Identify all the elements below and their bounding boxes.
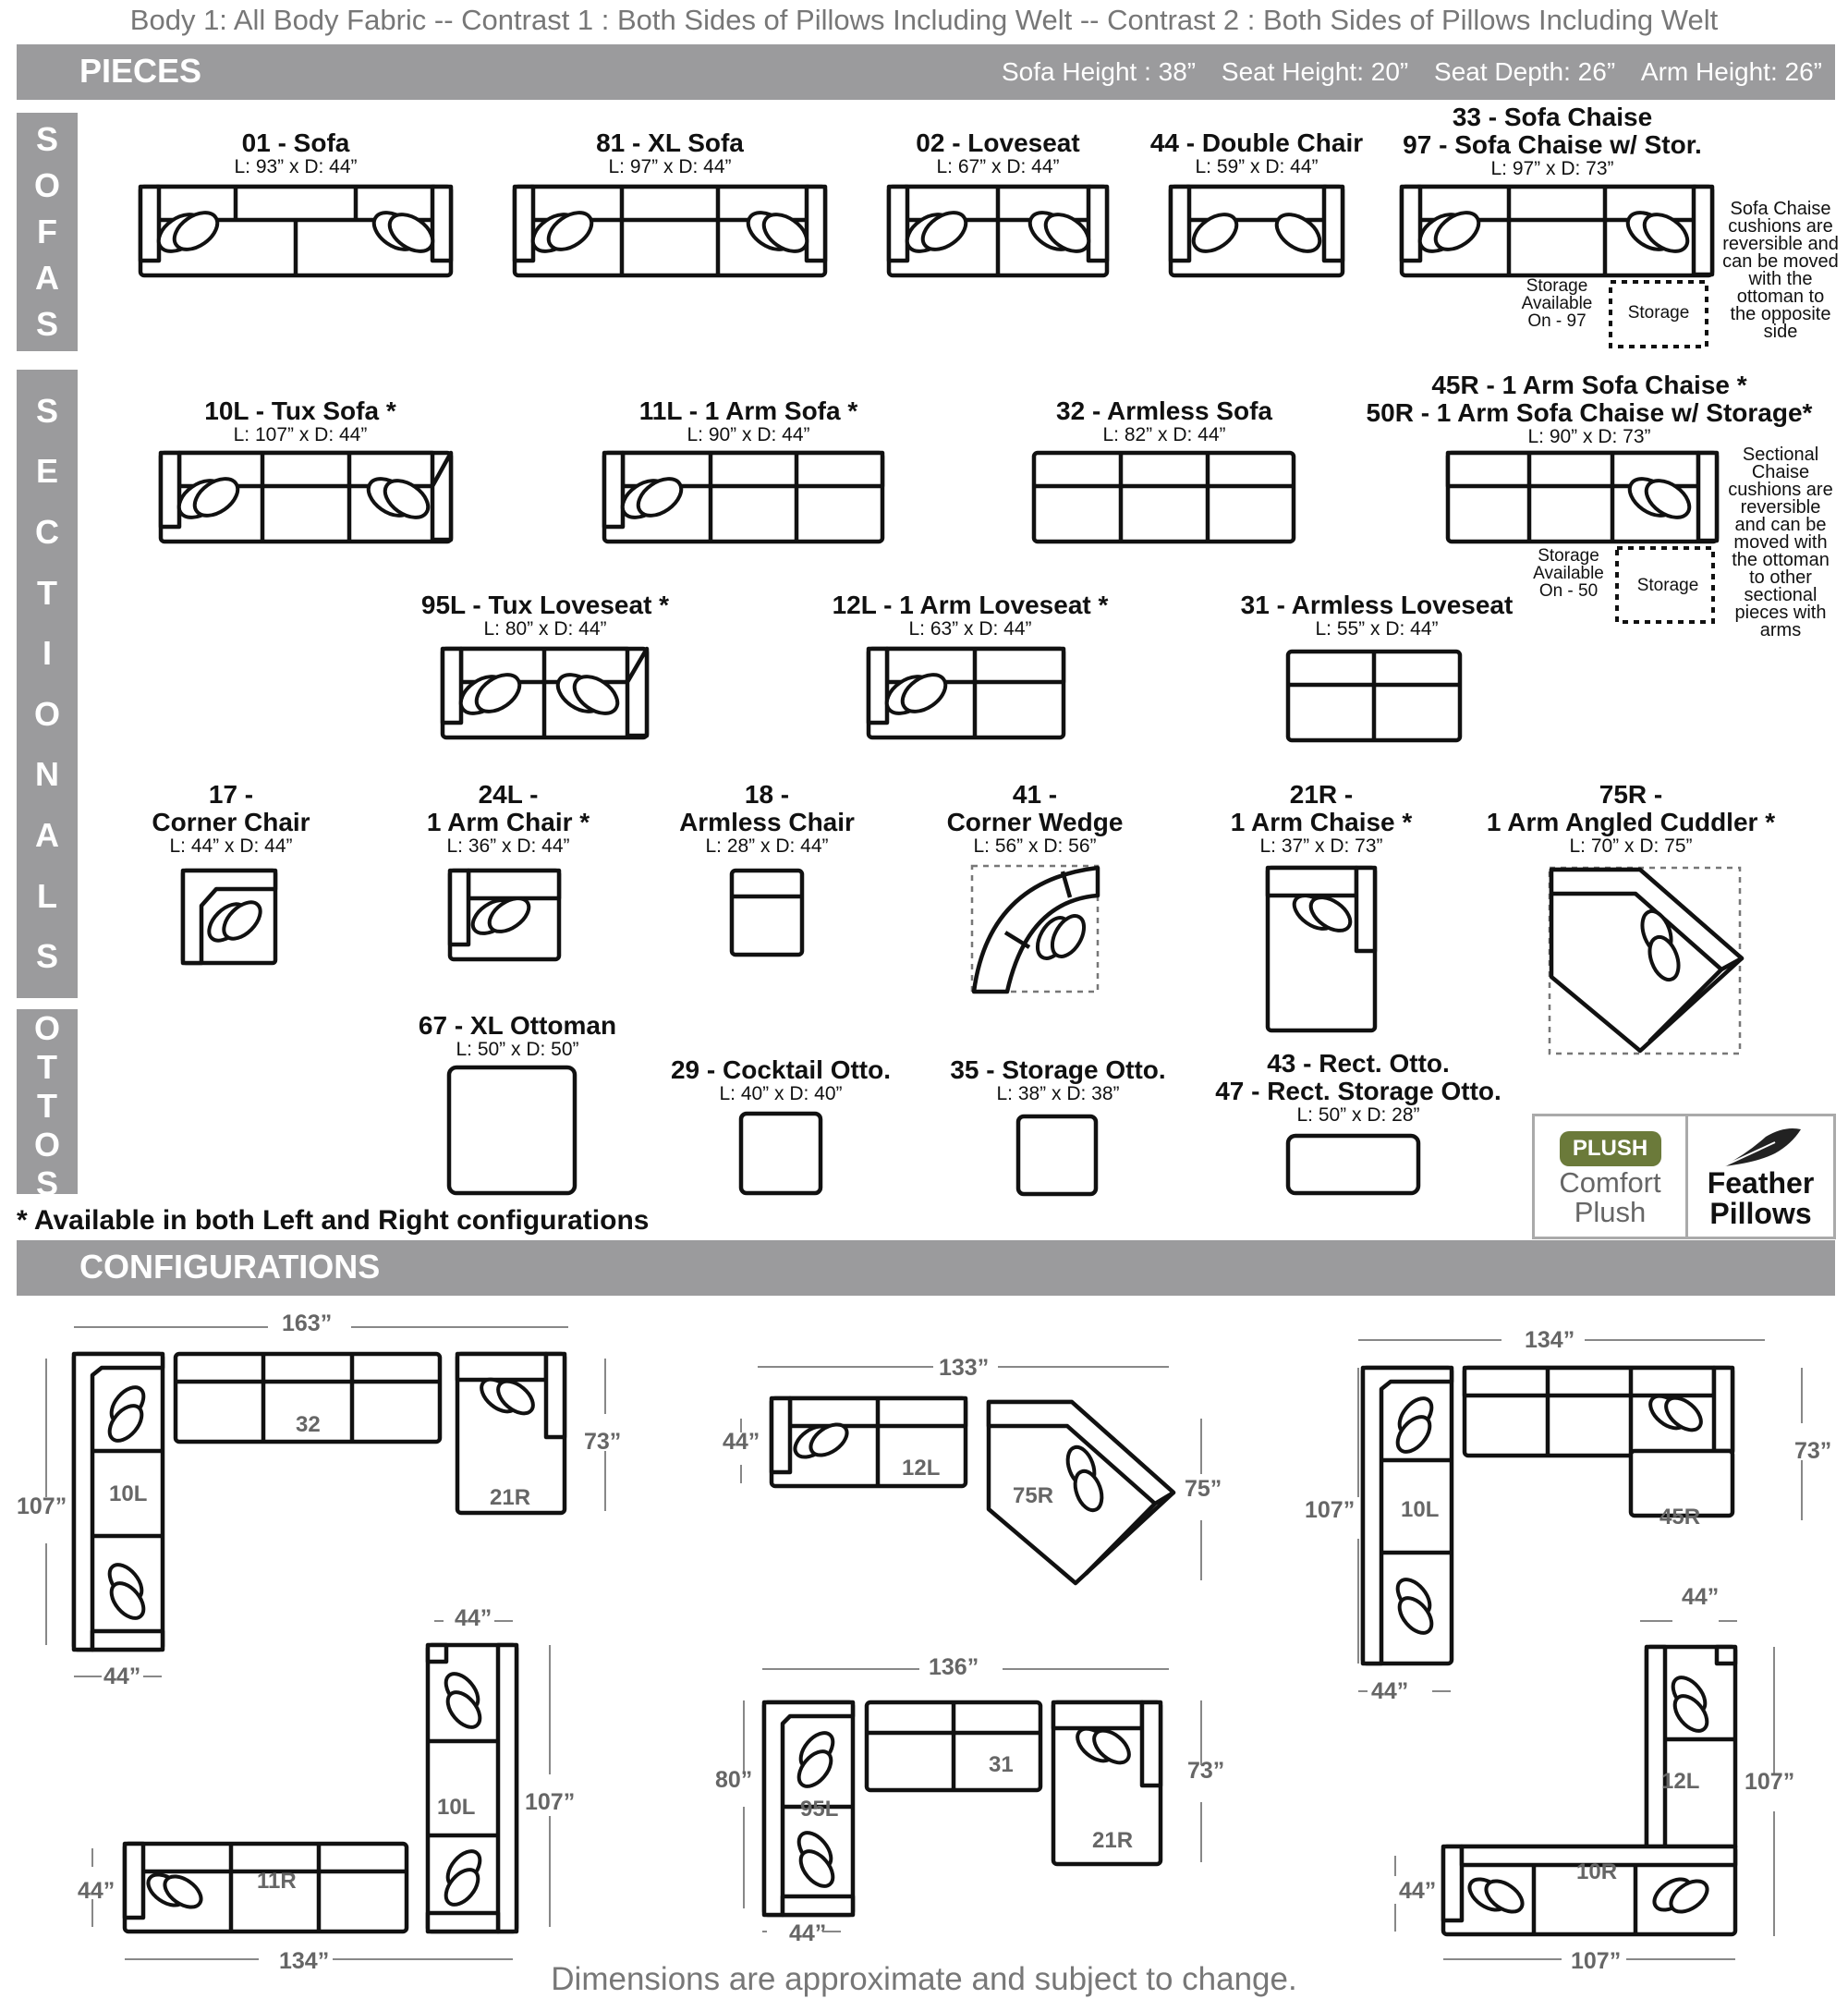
spec-sofa-height: Sofa Height : 38” xyxy=(1001,57,1197,86)
config-1-bottom: 44” xyxy=(103,1664,141,1689)
config-1-label-10l: 10L xyxy=(109,1481,148,1506)
piece-name: 29 - Cocktail Otto. xyxy=(670,1055,892,1084)
note-line: Chaise xyxy=(1751,462,1810,482)
piece-02-loveseat xyxy=(882,129,1113,177)
piece-name-alt: 1 Arm Angled Cuddler * xyxy=(1486,808,1776,836)
piece-75r-1-arm-angled-cuddler xyxy=(1478,781,1783,857)
config-1-width: 163” xyxy=(282,1310,333,1336)
side-label-letter: A xyxy=(35,816,59,854)
cocktail-ottoman-29-drawing xyxy=(739,1112,822,1195)
config-1-label-21r: 21R xyxy=(490,1485,531,1510)
note-line: reversible and xyxy=(1722,234,1839,254)
note-line: side xyxy=(1763,322,1798,342)
note-line: Storage xyxy=(1526,276,1588,296)
side-label-sofas xyxy=(17,113,78,351)
double-chair-44-drawing xyxy=(1169,185,1344,277)
note-line: reversible xyxy=(1740,497,1821,518)
plush-tag: PLUSH xyxy=(1560,1131,1661,1166)
config-3-label-10l: 10L xyxy=(1401,1497,1440,1522)
config-4-depth: 44” xyxy=(78,1878,116,1904)
note-line: with the xyxy=(1748,269,1813,289)
spec-seat-depth: Seat Depth: 26” xyxy=(1434,57,1616,86)
piece-name: 81 - XL Sofa xyxy=(596,128,744,157)
config-4-top: 44” xyxy=(455,1605,492,1631)
side-label-letter: T xyxy=(37,573,57,612)
piece-name-alt: 50R - 1 Arm Sofa Chaise w/ Storage* xyxy=(1366,398,1813,427)
side-label-letter: O xyxy=(33,694,60,733)
sectional-chaise-note xyxy=(1720,446,1841,640)
piece-11l-1-arm-sofa xyxy=(601,397,896,445)
config-2-drawing xyxy=(721,1345,1238,1631)
storage-available-97 xyxy=(1515,277,1599,330)
storage-ottoman-35-drawing xyxy=(1016,1115,1098,1196)
side-label-ottomans xyxy=(17,1009,78,1202)
piece-name: 12L - 1 Arm Loveseat * xyxy=(832,591,1109,619)
note-line: On - 97 xyxy=(1527,311,1587,331)
piece-name: 35 - Storage Otto. xyxy=(950,1055,1166,1084)
side-label-letter: O xyxy=(33,166,60,204)
fabric-description: Body 1: All Body Fabric -- Contrast 1 : Both Sides of Pillows Including Welt -- Contrast 2 : Both Sides of Pillows Including Welt xyxy=(129,4,1719,36)
piece-name-alt: 47 - Rect. Storage Otto. xyxy=(1215,1077,1502,1105)
comfort-text: Comfort xyxy=(1559,1166,1661,1199)
piece-dims: L: 80” x D: 44” xyxy=(483,618,607,640)
config-6-depth: 44” xyxy=(1399,1878,1437,1904)
config-4-label-11r: 11R xyxy=(257,1869,297,1894)
note-line: ottoman to xyxy=(1736,286,1825,307)
config-4-height: 107” xyxy=(525,1789,576,1815)
piece-dims: L: 44” x D: 44” xyxy=(169,835,293,857)
piece-name: 31 - Armless Loveseat xyxy=(1240,591,1514,619)
pieces-header-bar xyxy=(17,44,1835,100)
feather-text-2: Pillows xyxy=(1709,1197,1812,1230)
1-arm-loveseat-12l-drawing xyxy=(867,647,1065,739)
config-4-drawing xyxy=(65,1599,582,1968)
note-line: the opposite xyxy=(1730,304,1831,324)
piece-dims: L: 97” x D: 44” xyxy=(608,156,732,177)
note-line: cushions are xyxy=(1728,216,1833,237)
piece-dims: L: 63” x D: 44” xyxy=(908,618,1032,640)
piece-name-alt: Corner Chair xyxy=(152,808,310,836)
piece-name-alt: 1 Arm Chaise * xyxy=(1230,808,1413,836)
note-line: to other xyxy=(1749,567,1812,588)
sofa-81-drawing xyxy=(513,185,827,277)
angled-cuddler-75r-drawing xyxy=(1548,866,1742,1055)
config-5-bottom: 44” xyxy=(789,1920,827,1946)
side-label-letter: S xyxy=(35,305,58,343)
tux-sofa-10l-drawing xyxy=(159,451,453,543)
config-2-label-12l: 12L xyxy=(902,1456,941,1481)
note-line: Available xyxy=(1533,564,1604,583)
config-1-height: 107” xyxy=(17,1493,67,1519)
piece-name: 41 - xyxy=(1012,780,1058,809)
dimension-specs xyxy=(983,57,1822,87)
piece-dims: L: 93” x D: 44” xyxy=(234,156,358,177)
side-label-letter: T xyxy=(37,1087,57,1125)
config-3-label-45r: 45R xyxy=(1660,1505,1701,1530)
comfort-plush-badge xyxy=(1532,1114,1688,1239)
comfort-text-2: Plush xyxy=(1574,1196,1647,1228)
piece-dims: L: 97” x D: 73” xyxy=(1490,158,1614,179)
config-1-label-32: 32 xyxy=(296,1412,321,1437)
side-label-letter: T xyxy=(37,1048,57,1086)
config-5-label-31: 31 xyxy=(989,1752,1014,1777)
feather-icon xyxy=(1720,1126,1803,1168)
piece-dims: L: 67” x D: 44” xyxy=(936,156,1060,177)
config-6-top: 44” xyxy=(1682,1584,1720,1610)
storage-label: Storage xyxy=(1627,303,1690,323)
piece-name: 21R - xyxy=(1289,780,1354,809)
config-5-chaise-depth: 73” xyxy=(1187,1758,1225,1784)
piece-name: 18 - xyxy=(744,780,790,809)
piece-32-armless-sofa xyxy=(1026,397,1303,445)
1-arm-chair-24l-drawing xyxy=(448,869,561,961)
side-label-letter: S xyxy=(35,1164,58,1202)
piece-43-rect-ottoman xyxy=(1201,1050,1515,1126)
asterisk-note: * Available in both Left and Right configurations xyxy=(17,1205,650,1236)
rect-ottoman-43-drawing xyxy=(1286,1134,1420,1195)
config-5-width: 136” xyxy=(929,1654,979,1680)
piece-dims: L: 36” x D: 44” xyxy=(446,835,570,857)
piece-name: 24L - xyxy=(478,780,539,809)
piece-41-corner-wedge xyxy=(924,781,1146,857)
piece-dims: L: 55” x D: 44” xyxy=(1315,618,1439,640)
side-label-letter: E xyxy=(35,452,58,491)
piece-name: 43 - Rect. Otto. xyxy=(1267,1049,1450,1078)
piece-name: 32 - Armless Sofa xyxy=(1056,396,1272,425)
storage-available-50 xyxy=(1525,547,1612,600)
note-line: Sectional xyxy=(1742,445,1819,465)
config-5-drawing xyxy=(721,1654,1238,1950)
piece-dims: L: 82” x D: 44” xyxy=(1102,424,1226,445)
armless-chair-18-drawing xyxy=(730,869,804,957)
feather-text: Feather xyxy=(1707,1166,1815,1200)
piece-dims: L: 90” x D: 73” xyxy=(1527,426,1651,447)
footer-disclaimer: Dimensions are approximate and subject to change. xyxy=(551,1961,1297,1997)
spec-arm-height: Arm Height: 26” xyxy=(1640,57,1822,86)
piece-dims: L: 50” x D: 50” xyxy=(456,1039,579,1060)
piece-name: 75R - xyxy=(1599,780,1663,809)
piece-17-corner-chair xyxy=(139,781,323,857)
piece-95l-tux-loveseat xyxy=(397,591,693,640)
piece-dims: L: 90” x D: 44” xyxy=(687,424,810,445)
piece-35-storage-ottoman xyxy=(929,1056,1187,1104)
side-label-letter: O xyxy=(33,1126,60,1164)
note-line: arms xyxy=(1759,620,1802,640)
piece-name-alt: 1 Arm Chair * xyxy=(426,808,590,836)
piece-24l-1-arm-chair xyxy=(411,781,605,857)
piece-21r-1-arm-chaise xyxy=(1201,781,1441,857)
piece-name: 44 - Double Chair xyxy=(1149,128,1364,157)
note-line: On - 50 xyxy=(1538,581,1599,601)
note-line: Available xyxy=(1521,294,1593,313)
loveseat-02-drawing xyxy=(887,185,1109,277)
piece-name: 02 - Loveseat xyxy=(916,128,1080,157)
note-line: pieces with xyxy=(1734,603,1827,623)
piece-dims: L: 38” x D: 38” xyxy=(996,1083,1120,1104)
armless-loveseat-31-drawing xyxy=(1286,650,1462,742)
corner-wedge-41-drawing xyxy=(970,864,1100,993)
piece-name: 17 - xyxy=(208,780,254,809)
note-line: sectional xyxy=(1744,585,1818,605)
config-1-chaise-depth: 73” xyxy=(584,1429,622,1455)
config-3-bottom: 44” xyxy=(1371,1678,1409,1704)
side-label-letter: S xyxy=(35,391,58,430)
1-arm-chaise-21r-drawing xyxy=(1266,866,1377,1032)
note-line: and can be xyxy=(1734,515,1827,535)
piece-67-xl-ottoman xyxy=(388,1012,647,1060)
config-6-width: 107” xyxy=(1571,1948,1622,1974)
piece-name: 45R - 1 Arm Sofa Chaise * xyxy=(1431,371,1747,399)
piece-dims: L: 50” x D: 28” xyxy=(1296,1104,1420,1126)
piece-45r-1-arm-sofa-chaise xyxy=(1349,372,1830,447)
note-line: Sofa Chaise xyxy=(1730,199,1831,219)
piece-dims: L: 107” x D: 44” xyxy=(233,424,368,445)
sofa-01-drawing xyxy=(139,185,453,277)
piece-44-double-chair xyxy=(1141,129,1372,177)
feather-pillows-badge xyxy=(1685,1114,1836,1239)
side-label-letter: C xyxy=(35,512,59,551)
note-line: the ottoman xyxy=(1732,550,1830,570)
piece-33-sofa-chaise xyxy=(1358,104,1746,179)
configurations-title: CONFIGURATIONS xyxy=(79,1248,381,1286)
config-4-width: 134” xyxy=(279,1948,330,1974)
piece-dims: L: 59” x D: 44” xyxy=(1195,156,1319,177)
piece-dims: L: 37” x D: 73” xyxy=(1259,835,1383,857)
piece-dims: L: 70” x D: 75” xyxy=(1569,835,1693,857)
chaise-note xyxy=(1720,201,1841,341)
piece-name: 10L - Tux Sofa * xyxy=(204,396,396,425)
config-2-cuddler: 75” xyxy=(1185,1476,1222,1502)
piece-12l-1-arm-loveseat xyxy=(813,591,1127,640)
piece-29-cocktail-ottoman xyxy=(651,1056,910,1104)
pieces-title: PIECES xyxy=(79,52,202,90)
config-3-height: 107” xyxy=(1305,1497,1356,1523)
piece-name-alt: 97 - Sofa Chaise w/ Stor. xyxy=(1403,130,1702,159)
piece-10l-tux-sofa xyxy=(162,397,439,445)
1-arm-sofa-11l-drawing xyxy=(602,451,884,543)
note-line: Storage xyxy=(1538,546,1599,566)
note-line: can be moved xyxy=(1722,251,1839,272)
config-5-height: 80” xyxy=(715,1767,753,1793)
config-6-label-10r: 10R xyxy=(1576,1859,1618,1884)
side-label-letter: S xyxy=(35,120,58,158)
storage-label: Storage xyxy=(1636,576,1699,595)
side-label-sectionals xyxy=(17,370,78,998)
tux-loveseat-95l-drawing xyxy=(441,647,649,739)
piece-dims: L: 28” x D: 44” xyxy=(705,835,829,857)
config-4-label-10l: 10L xyxy=(437,1795,476,1820)
side-label-letter: S xyxy=(35,937,58,976)
side-label-letter: L xyxy=(37,876,57,915)
side-label-letter: A xyxy=(35,259,59,297)
piece-81-xl-sofa xyxy=(513,129,827,177)
piece-dims: L: 56” x D: 56” xyxy=(973,835,1097,857)
side-label-letter: F xyxy=(37,213,57,250)
config-6-label-12l: 12L xyxy=(1661,1769,1700,1794)
piece-01-sofa xyxy=(139,129,453,177)
armless-sofa-32-drawing xyxy=(1032,451,1295,543)
piece-31-armless-loveseat xyxy=(1220,591,1534,640)
config-3-width: 134” xyxy=(1525,1327,1575,1353)
side-label-letter: O xyxy=(33,1009,60,1047)
piece-name: 01 - Sofa xyxy=(241,128,350,157)
config-2-width: 133” xyxy=(939,1355,990,1381)
piece-name-alt: Corner Wedge xyxy=(946,808,1124,836)
side-label-letter: N xyxy=(35,755,59,794)
config-3-chaise-depth: 73” xyxy=(1794,1438,1832,1464)
piece-name: 95L - Tux Loveseat * xyxy=(420,591,670,619)
piece-name: 67 - XL Ottoman xyxy=(418,1011,617,1040)
piece-name-alt: Armless Chair xyxy=(679,808,855,836)
configurations-header-bar xyxy=(17,1240,1835,1296)
spec-seat-height: Seat Height: 20” xyxy=(1221,57,1409,86)
side-label-letter: I xyxy=(42,634,52,673)
piece-18-armless-chair xyxy=(661,781,873,857)
note-line: moved with xyxy=(1733,532,1828,553)
piece-name: 33 - Sofa Chaise xyxy=(1452,103,1653,131)
piece-name: 11L - 1 Arm Sofa * xyxy=(638,396,858,425)
corner-chair-17-drawing xyxy=(181,869,277,965)
piece-dims: L: 40” x D: 40” xyxy=(719,1083,843,1104)
config-5-label-21r: 21R xyxy=(1092,1828,1134,1853)
xl-ottoman-67-drawing xyxy=(447,1066,577,1195)
config-2-label-75r: 75R xyxy=(1013,1483,1054,1508)
config-2-height: 44” xyxy=(723,1429,760,1455)
note-line: cushions are xyxy=(1728,480,1833,500)
config-6-height: 107” xyxy=(1745,1769,1795,1795)
config-5-label-95l: 95L xyxy=(800,1797,839,1822)
